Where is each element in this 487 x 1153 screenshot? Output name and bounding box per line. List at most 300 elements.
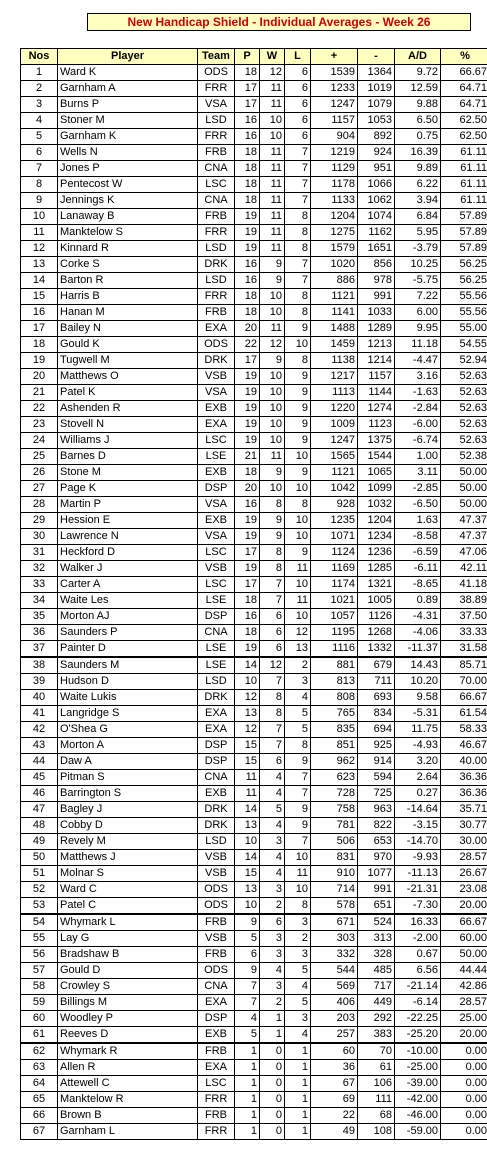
cell-won: 7	[260, 593, 285, 609]
cell-nos: 38	[21, 657, 58, 674]
cell-points-for: 1247	[311, 433, 358, 449]
cell-won: 10	[260, 369, 285, 385]
cell-won: 10	[260, 401, 285, 417]
cell-points-against: 108	[358, 1124, 395, 1140]
cell-average-difference: 16.33	[395, 914, 441, 931]
cell-points-against: 963	[358, 802, 395, 818]
cell-team: CNA	[198, 625, 235, 641]
cell-percentage: 52.63	[441, 385, 487, 401]
cell-nos: 18	[21, 337, 58, 353]
cell-percentage: 42.11	[441, 561, 487, 577]
table-row	[21, 321, 487, 337]
cell-won: 9	[260, 273, 285, 289]
cell-average-difference: -14.70	[395, 834, 441, 850]
table-row	[21, 401, 487, 417]
cell-played: 10	[235, 898, 260, 915]
cell-average-difference: -11.13	[395, 866, 441, 882]
cell-points-for: 808	[311, 690, 358, 706]
cell-player: Harris B	[58, 289, 198, 305]
table-row	[21, 209, 487, 225]
cell-team: CNA	[198, 770, 235, 786]
cell-player: Morton A	[58, 738, 198, 754]
cell-lost: 10	[285, 513, 311, 529]
cell-team: EXB	[198, 1027, 235, 1044]
cell-points-for: 1247	[311, 97, 358, 113]
cell-average-difference: -4.31	[395, 609, 441, 625]
cell-percentage: 66.67	[441, 690, 487, 706]
cell-player: Waite Lukis	[58, 690, 198, 706]
cell-played: 19	[235, 513, 260, 529]
cell-percentage: 42.86	[441, 979, 487, 995]
cell-played: 11	[235, 786, 260, 802]
cell-played: 19	[235, 529, 260, 545]
cell-points-for: 1042	[311, 481, 358, 497]
cell-points-against: 313	[358, 931, 395, 947]
cell-lost: 8	[285, 209, 311, 225]
cell-percentage: 62.50	[441, 113, 487, 129]
cell-points-for: 1009	[311, 417, 358, 433]
cell-team: VSB	[198, 931, 235, 947]
cell-points-for: 1138	[311, 353, 358, 369]
cell-points-against: 1123	[358, 417, 395, 433]
cell-played: 9	[235, 963, 260, 979]
cell-average-difference: 0.89	[395, 593, 441, 609]
cell-won: 11	[260, 97, 285, 113]
cell-points-against: 725	[358, 786, 395, 802]
cell-player: Reeves D	[58, 1027, 198, 1044]
cell-nos: 32	[21, 561, 58, 577]
cell-lost: 11	[285, 593, 311, 609]
cell-average-difference: -25.00	[395, 1060, 441, 1076]
table-row	[21, 241, 487, 257]
cell-team: DRK	[198, 818, 235, 834]
cell-team: LSE	[198, 641, 235, 658]
cell-team: FRB	[198, 145, 235, 161]
cell-played: 16	[235, 257, 260, 273]
table-row	[21, 834, 487, 850]
cell-lost: 9	[285, 385, 311, 401]
cell-lost: 6	[285, 97, 311, 113]
cell-percentage: 50.00	[441, 947, 487, 963]
cell-percentage: 64.71	[441, 81, 487, 97]
cell-won: 3	[260, 882, 285, 898]
cell-percentage: 30.00	[441, 834, 487, 850]
cell-percentage: 62.50	[441, 129, 487, 145]
cell-average-difference: 6.84	[395, 209, 441, 225]
cell-percentage: 57.89	[441, 241, 487, 257]
cell-points-against: 711	[358, 674, 395, 690]
table-row	[21, 866, 487, 882]
cell-team: EXA	[198, 722, 235, 738]
cell-won: 10	[260, 385, 285, 401]
cell-won: 3	[260, 834, 285, 850]
cell-points-against: 1162	[358, 225, 395, 241]
cell-lost: 6	[285, 65, 311, 81]
cell-nos: 56	[21, 947, 58, 963]
cell-nos: 15	[21, 289, 58, 305]
cell-nos: 6	[21, 145, 58, 161]
cell-points-for: 67	[311, 1076, 358, 1092]
cell-won: 9	[260, 353, 285, 369]
cell-points-for: 69	[311, 1092, 358, 1108]
table-row	[21, 1124, 487, 1140]
cell-nos: 40	[21, 690, 58, 706]
cell-average-difference: -4.93	[395, 738, 441, 754]
cell-player: Barton R	[58, 273, 198, 289]
cell-points-against: 1274	[358, 401, 395, 417]
cell-nos: 1	[21, 65, 58, 81]
table-row	[21, 802, 487, 818]
cell-average-difference: 0.67	[395, 947, 441, 963]
cell-won: 7	[260, 738, 285, 754]
table-row	[21, 963, 487, 979]
cell-played: 5	[235, 1027, 260, 1044]
cell-lost: 10	[285, 529, 311, 545]
cell-player: Patel C	[58, 898, 198, 915]
table-row	[21, 273, 487, 289]
column-header-percentage: %	[441, 49, 487, 65]
cell-won: 4	[260, 770, 285, 786]
table-row	[21, 931, 487, 947]
cell-lost: 8	[285, 289, 311, 305]
cell-won: 11	[260, 449, 285, 465]
cell-percentage: 52.63	[441, 401, 487, 417]
cell-played: 17	[235, 545, 260, 561]
cell-played: 1	[235, 1076, 260, 1092]
cell-player: Ashenden R	[58, 401, 198, 417]
cell-points-against: 924	[358, 145, 395, 161]
cell-lost: 1	[285, 1043, 311, 1060]
cell-played: 11	[235, 770, 260, 786]
table-row	[21, 722, 487, 738]
cell-points-against: 991	[358, 289, 395, 305]
cell-won: 11	[260, 193, 285, 209]
cell-player: Kinnard R	[58, 241, 198, 257]
cell-lost: 9	[285, 818, 311, 834]
cell-nos: 25	[21, 449, 58, 465]
cell-average-difference: 10.20	[395, 674, 441, 690]
cell-nos: 55	[21, 931, 58, 947]
cell-team: FRR	[198, 129, 235, 145]
cell-nos: 64	[21, 1076, 58, 1092]
cell-played: 16	[235, 113, 260, 129]
table-row	[21, 161, 487, 177]
cell-percentage: 56.25	[441, 273, 487, 289]
cell-lost: 5	[285, 963, 311, 979]
cell-lost: 7	[285, 786, 311, 802]
cell-player: Painter D	[58, 641, 198, 658]
cell-points-against: 1065	[358, 465, 395, 481]
cell-points-against: 524	[358, 914, 395, 931]
cell-average-difference: -5.75	[395, 273, 441, 289]
table-row	[21, 625, 487, 641]
table-row	[21, 225, 487, 241]
cell-team: LSD	[198, 273, 235, 289]
table-row	[21, 738, 487, 754]
cell-player: Morton AJ	[58, 609, 198, 625]
cell-percentage: 0.00	[441, 1124, 487, 1140]
cell-nos: 21	[21, 385, 58, 401]
cell-team: LSC	[198, 433, 235, 449]
cell-nos: 47	[21, 802, 58, 818]
cell-lost: 7	[285, 770, 311, 786]
cell-played: 7	[235, 995, 260, 1011]
cell-played: 9	[235, 914, 260, 931]
cell-player: Manktelow S	[58, 225, 198, 241]
cell-player: Walker J	[58, 561, 198, 577]
cell-player: Hession E	[58, 513, 198, 529]
cell-points-for: 1141	[311, 305, 358, 321]
cell-won: 8	[260, 706, 285, 722]
table-row	[21, 385, 487, 401]
cell-played: 4	[235, 1011, 260, 1027]
cell-lost: 9	[285, 754, 311, 770]
cell-points-against: 679	[358, 657, 395, 674]
cell-percentage: 61.54	[441, 706, 487, 722]
cell-team: FRB	[198, 1043, 235, 1060]
cell-played: 19	[235, 417, 260, 433]
cell-nos: 11	[21, 225, 58, 241]
cell-player: Burns P	[58, 97, 198, 113]
cell-player: Garnham L	[58, 1124, 198, 1140]
cell-lost: 9	[285, 321, 311, 337]
cell-team: ODS	[198, 65, 235, 81]
cell-played: 6	[235, 947, 260, 963]
cell-average-difference: -21.31	[395, 882, 441, 898]
table-row	[21, 81, 487, 97]
cell-nos: 50	[21, 850, 58, 866]
cell-points-against: 717	[358, 979, 395, 995]
cell-average-difference: 3.20	[395, 754, 441, 770]
cell-won: 12	[260, 65, 285, 81]
cell-points-for: 1235	[311, 513, 358, 529]
cell-player: Gould D	[58, 963, 198, 979]
cell-points-for: 728	[311, 786, 358, 802]
cell-points-for: 1459	[311, 337, 358, 353]
cell-played: 19	[235, 241, 260, 257]
cell-lost: 8	[285, 497, 311, 513]
cell-points-against: 951	[358, 161, 395, 177]
cell-player: Hanan M	[58, 305, 198, 321]
cell-percentage: 64.71	[441, 97, 487, 113]
cell-points-against: 1077	[358, 866, 395, 882]
cell-team: EXB	[198, 513, 235, 529]
cell-team: FRR	[198, 225, 235, 241]
cell-player: Bagley J	[58, 802, 198, 818]
cell-points-against: 70	[358, 1043, 395, 1060]
cell-points-for: 831	[311, 850, 358, 866]
cell-team: VSA	[198, 529, 235, 545]
cell-played: 19	[235, 401, 260, 417]
cell-lost: 3	[285, 914, 311, 931]
cell-lost: 7	[285, 257, 311, 273]
cell-points-against: 651	[358, 898, 395, 915]
cell-lost: 2	[285, 931, 311, 947]
cell-won: 8	[260, 545, 285, 561]
cell-played: 13	[235, 818, 260, 834]
cell-nos: 58	[21, 979, 58, 995]
cell-won: 3	[260, 947, 285, 963]
table-row	[21, 529, 487, 545]
cell-points-against: 1126	[358, 609, 395, 625]
cell-average-difference: -46.00	[395, 1108, 441, 1124]
cell-player: Pentecost W	[58, 177, 198, 193]
cell-nos: 65	[21, 1092, 58, 1108]
cell-percentage: 35.71	[441, 802, 487, 818]
cell-points-against: 111	[358, 1092, 395, 1108]
cell-played: 18	[235, 177, 260, 193]
cell-player: O'Shea G	[58, 722, 198, 738]
table-row	[21, 995, 487, 1011]
cell-nos: 63	[21, 1060, 58, 1076]
table-row	[21, 593, 487, 609]
cell-played: 18	[235, 289, 260, 305]
cell-lost: 1	[285, 1092, 311, 1108]
cell-average-difference: 9.58	[395, 690, 441, 706]
cell-nos: 45	[21, 770, 58, 786]
cell-nos: 31	[21, 545, 58, 561]
cell-percentage: 0.00	[441, 1092, 487, 1108]
cell-average-difference: 0.75	[395, 129, 441, 145]
table-row	[21, 979, 487, 995]
cell-percentage: 47.37	[441, 513, 487, 529]
cell-won: 10	[260, 481, 285, 497]
table-row	[21, 674, 487, 690]
cell-played: 1	[235, 1043, 260, 1060]
cell-won: 11	[260, 177, 285, 193]
table-row	[21, 465, 487, 481]
cell-points-for: 1565	[311, 449, 358, 465]
table-row	[21, 850, 487, 866]
cell-points-for: 813	[311, 674, 358, 690]
cell-points-against: 1019	[358, 81, 395, 97]
cell-player: Whymark R	[58, 1043, 198, 1060]
cell-points-against: 1234	[358, 529, 395, 545]
cell-percentage: 52.63	[441, 369, 487, 385]
cell-percentage: 36.36	[441, 786, 487, 802]
column-header-played: P	[235, 49, 260, 65]
cell-won: 11	[260, 321, 285, 337]
cell-won: 3	[260, 931, 285, 947]
cell-nos: 19	[21, 353, 58, 369]
cell-average-difference: -3.15	[395, 818, 441, 834]
cell-played: 15	[235, 866, 260, 882]
table-row	[21, 706, 487, 722]
table-row	[21, 1108, 487, 1124]
table-row	[21, 882, 487, 898]
cell-won: 9	[260, 465, 285, 481]
cell-percentage: 66.67	[441, 914, 487, 931]
cell-lost: 1	[285, 1076, 311, 1092]
cell-team: LSC	[198, 177, 235, 193]
cell-lost: 13	[285, 641, 311, 658]
table-row	[21, 914, 487, 931]
table-row	[21, 818, 487, 834]
table-row	[21, 1076, 487, 1092]
cell-won: 11	[260, 81, 285, 97]
cell-average-difference: 9.95	[395, 321, 441, 337]
cell-won: 1	[260, 1011, 285, 1027]
cell-points-against: 694	[358, 722, 395, 738]
table-row	[21, 337, 487, 353]
cell-player: Brown B	[58, 1108, 198, 1124]
cell-average-difference: 11.75	[395, 722, 441, 738]
cell-points-against: 834	[358, 706, 395, 722]
cell-won: 8	[260, 561, 285, 577]
cell-percentage: 30.77	[441, 818, 487, 834]
cell-team: FRB	[198, 914, 235, 931]
cell-nos: 9	[21, 193, 58, 209]
cell-average-difference: -59.00	[395, 1124, 441, 1140]
cell-played: 14	[235, 657, 260, 674]
cell-played: 18	[235, 465, 260, 481]
cell-won: 11	[260, 241, 285, 257]
cell-nos: 49	[21, 834, 58, 850]
cell-team: LSD	[198, 241, 235, 257]
cell-points-against: 1062	[358, 193, 395, 209]
cell-played: 16	[235, 273, 260, 289]
cell-player: Daw A	[58, 754, 198, 770]
table-row	[21, 433, 487, 449]
cell-player: Ward K	[58, 65, 198, 81]
cell-average-difference: -4.06	[395, 625, 441, 641]
cell-lost: 9	[285, 369, 311, 385]
cell-average-difference: -11.37	[395, 641, 441, 658]
cell-won: 8	[260, 690, 285, 706]
cell-won: 11	[260, 161, 285, 177]
cell-points-for: 303	[311, 931, 358, 947]
cell-nos: 44	[21, 754, 58, 770]
cell-percentage: 47.37	[441, 529, 487, 545]
cell-won: 0	[260, 1060, 285, 1076]
cell-average-difference: -10.00	[395, 1043, 441, 1060]
cell-played: 13	[235, 706, 260, 722]
cell-points-for: 1157	[311, 113, 358, 129]
cell-nos: 46	[21, 786, 58, 802]
cell-average-difference: -3.79	[395, 241, 441, 257]
table-row	[21, 369, 487, 385]
cell-won: 10	[260, 129, 285, 145]
cell-won: 2	[260, 898, 285, 915]
table-row	[21, 449, 487, 465]
cell-percentage: 61.11	[441, 193, 487, 209]
cell-average-difference: 0.27	[395, 786, 441, 802]
column-header-nos: Nos	[21, 49, 58, 65]
cell-player: Garnham K	[58, 129, 198, 145]
cell-player: Revely M	[58, 834, 198, 850]
cell-points-for: 506	[311, 834, 358, 850]
cell-won: 9	[260, 529, 285, 545]
cell-average-difference: 3.16	[395, 369, 441, 385]
cell-won: 6	[260, 754, 285, 770]
cell-average-difference: 10.25	[395, 257, 441, 273]
cell-player: Bailey N	[58, 321, 198, 337]
cell-player: Barnes D	[58, 449, 198, 465]
cell-points-against: 925	[358, 738, 395, 754]
cell-percentage: 55.56	[441, 305, 487, 321]
cell-points-for: 835	[311, 722, 358, 738]
table-body	[21, 65, 487, 1140]
table-row	[21, 65, 487, 81]
cell-nos: 39	[21, 674, 58, 690]
cell-played: 1	[235, 1092, 260, 1108]
cell-average-difference: 3.11	[395, 465, 441, 481]
cell-team: VSB	[198, 866, 235, 882]
cell-points-for: 758	[311, 802, 358, 818]
table-row	[21, 513, 487, 529]
cell-nos: 37	[21, 641, 58, 658]
cell-played: 18	[235, 305, 260, 321]
